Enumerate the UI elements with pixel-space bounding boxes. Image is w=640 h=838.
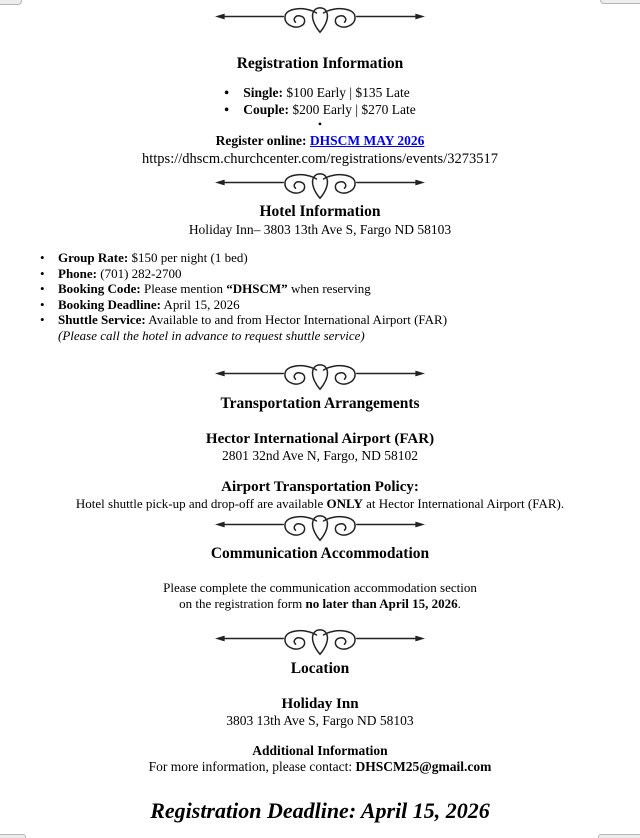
policy-line — [0, 496, 640, 512]
communication-heading: Communication Accommodation — [210, 545, 430, 562]
detail-label: Shuttle Service: — [58, 312, 146, 327]
hotel-subheading: Holiday Inn– 3803 13th Ave S, Fargo ND 58103 — [188, 222, 452, 237]
list-item — [40, 250, 640, 266]
flourish-divider-icon — [201, 6, 439, 34]
hotel-heading: Hotel Information — [259, 203, 381, 220]
list-item — [224, 101, 416, 118]
policy-strong: ONLY — [326, 496, 363, 511]
registration-url-text: https://dhscm.churchcenter.com/registrations/events/3273517 — [142, 151, 498, 167]
additional-info-heading: Additional Information — [252, 743, 388, 758]
rate-label: Couple: — [243, 102, 289, 117]
policy-text: at Hector International Airport (FAR). — [362, 496, 565, 511]
registration-link[interactable]: DHSCM MAY 2026 — [309, 133, 425, 148]
flourish-divider-icon — [201, 363, 439, 391]
venue-name: Holiday Inn — [281, 696, 359, 712]
detail-text: when reserving — [287, 281, 371, 296]
list-item — [224, 84, 416, 101]
detail-text: (701) 282-2700 — [97, 265, 182, 281]
transportation-heading: Transportation Arrangements — [220, 395, 420, 412]
detail-label: Group Rate: — [58, 250, 129, 265]
communication-text: on the registration form — [179, 596, 306, 611]
hotel-detail-list — [40, 250, 640, 343]
registration-heading: Registration Information — [236, 55, 404, 72]
list-item — [40, 281, 640, 297]
policy-text: Hotel shuttle pick-up and drop-off are available — [75, 496, 327, 511]
contact-email: DHSCM25@gmail.com — [355, 759, 492, 774]
policy-heading: Airport Transportation Policy: — [221, 479, 419, 495]
contact-text: For more information, please contact: — [148, 759, 356, 774]
list-item — [40, 297, 640, 313]
contact-line — [0, 759, 640, 775]
page-edge-artifact — [0, 834, 26, 838]
communication-text: . — [457, 596, 461, 611]
airport-address: 2801 32nd Ave N, Fargo, ND 58102 — [222, 448, 418, 463]
detail-text: Available to and from Hector International Airport (FAR) — [145, 312, 448, 327]
rate-label: Single: — [243, 85, 283, 100]
detail-text: April 15, 2026 — [160, 296, 240, 312]
stray-bullet-marker: • — [317, 117, 323, 131]
detail-strong: “DHSCM” — [226, 281, 288, 296]
communication-strong: no later than April 15, 2026 — [305, 596, 458, 611]
flourish-divider-icon — [201, 172, 439, 200]
register-online-label: Register online: — [215, 133, 310, 148]
list-item — [40, 312, 640, 328]
rate-value: $100 Early | $135 Late — [282, 85, 410, 100]
detail-label: Booking Deadline: — [58, 296, 161, 312]
detail-text: $150 per night (1 bed) — [128, 250, 248, 265]
page-edge-artifact — [600, 0, 640, 4]
detail-label: Phone: — [58, 265, 97, 281]
rate-value: $200 Early | $270 Late — [288, 102, 416, 117]
register-online-line — [0, 132, 640, 150]
page-edge-artifact — [598, 834, 640, 838]
registration-rate-list — [224, 84, 416, 118]
flourish-divider-icon — [201, 628, 439, 656]
communication-line1: Please complete the communication accommodation section — [163, 580, 477, 595]
page-edge-artifact — [0, 0, 22, 5]
location-heading: Location — [290, 660, 350, 677]
shuttle-note: (Please call the hotel in advance to request shuttle service) — [58, 327, 365, 343]
list-item — [40, 266, 640, 282]
flourish-divider-icon — [201, 514, 439, 542]
detail-text: Please mention — [140, 281, 227, 296]
venue-address: 3803 13th Ave S, Fargo ND 58103 — [226, 713, 414, 728]
communication-line2 — [0, 596, 640, 612]
registration-deadline: Registration Deadline: April 15, 2026 — [150, 798, 490, 823]
detail-label: Booking Code: — [58, 281, 141, 296]
airport-name: Hector International Airport (FAR) — [205, 431, 435, 447]
